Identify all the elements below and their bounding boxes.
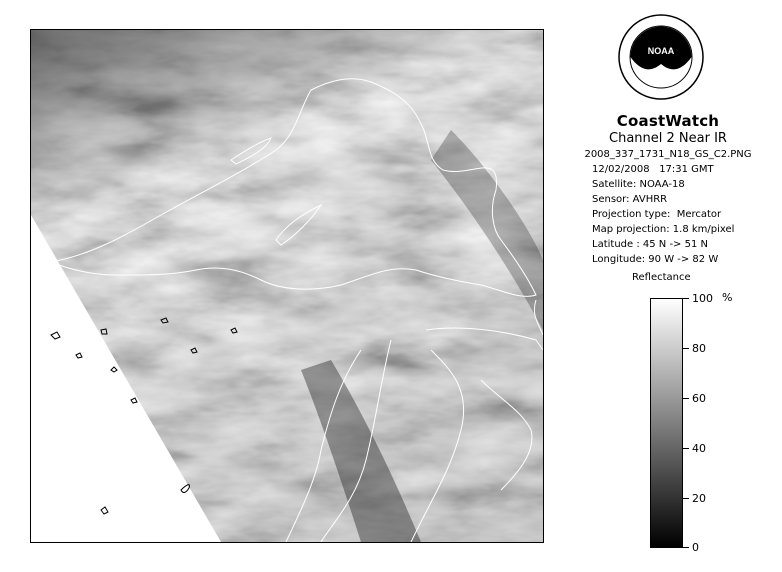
sensor-line: Sensor: AVHRR <box>592 194 668 205</box>
tick-100 <box>683 298 689 299</box>
file-name: 2008_337_1731_N18_GS_C2.PNG <box>584 149 752 160</box>
tick-label-0: 0 <box>692 541 699 554</box>
tick-80 <box>683 348 689 349</box>
noaa-logo-text: NOAA <box>647 46 675 56</box>
longitude-line: Longitude: 90 W -> 82 W <box>592 254 719 265</box>
latitude-line: Latitude : 45 N -> 51 N <box>592 239 708 250</box>
date-time <box>560 162 776 177</box>
noaa-logo <box>618 14 704 100</box>
info-panel <box>560 112 776 267</box>
projection-type-line: Projection type: Mercator <box>592 209 722 220</box>
tick-20 <box>683 498 689 499</box>
tick-label-100: 100 <box>692 292 713 305</box>
satellite-map-svg <box>31 30 543 542</box>
tick-label-40: 40 <box>692 442 706 455</box>
tick-label-20: 20 <box>692 492 706 505</box>
map-projection-line: Map projection: 1.8 km/pixel <box>592 224 735 235</box>
satellite-line: Satellite: NOAA-18 <box>592 179 685 190</box>
tick-60 <box>683 398 689 399</box>
time-value: 17:31 GMT <box>659 164 714 175</box>
tick-40 <box>683 448 689 449</box>
date-value: 12/02/2008 <box>592 164 650 175</box>
tick-label-80: 80 <box>692 342 706 355</box>
color-bar <box>650 298 683 548</box>
legend-unit: % <box>722 291 733 304</box>
tick-label-60: 60 <box>692 392 706 405</box>
satellite-image <box>30 29 544 543</box>
brand-title: CoastWatch <box>616 112 720 130</box>
channel-title: Channel 2 Near IR <box>609 131 727 146</box>
legend-title: Reflectance <box>632 272 691 283</box>
tick-0 <box>683 547 689 548</box>
